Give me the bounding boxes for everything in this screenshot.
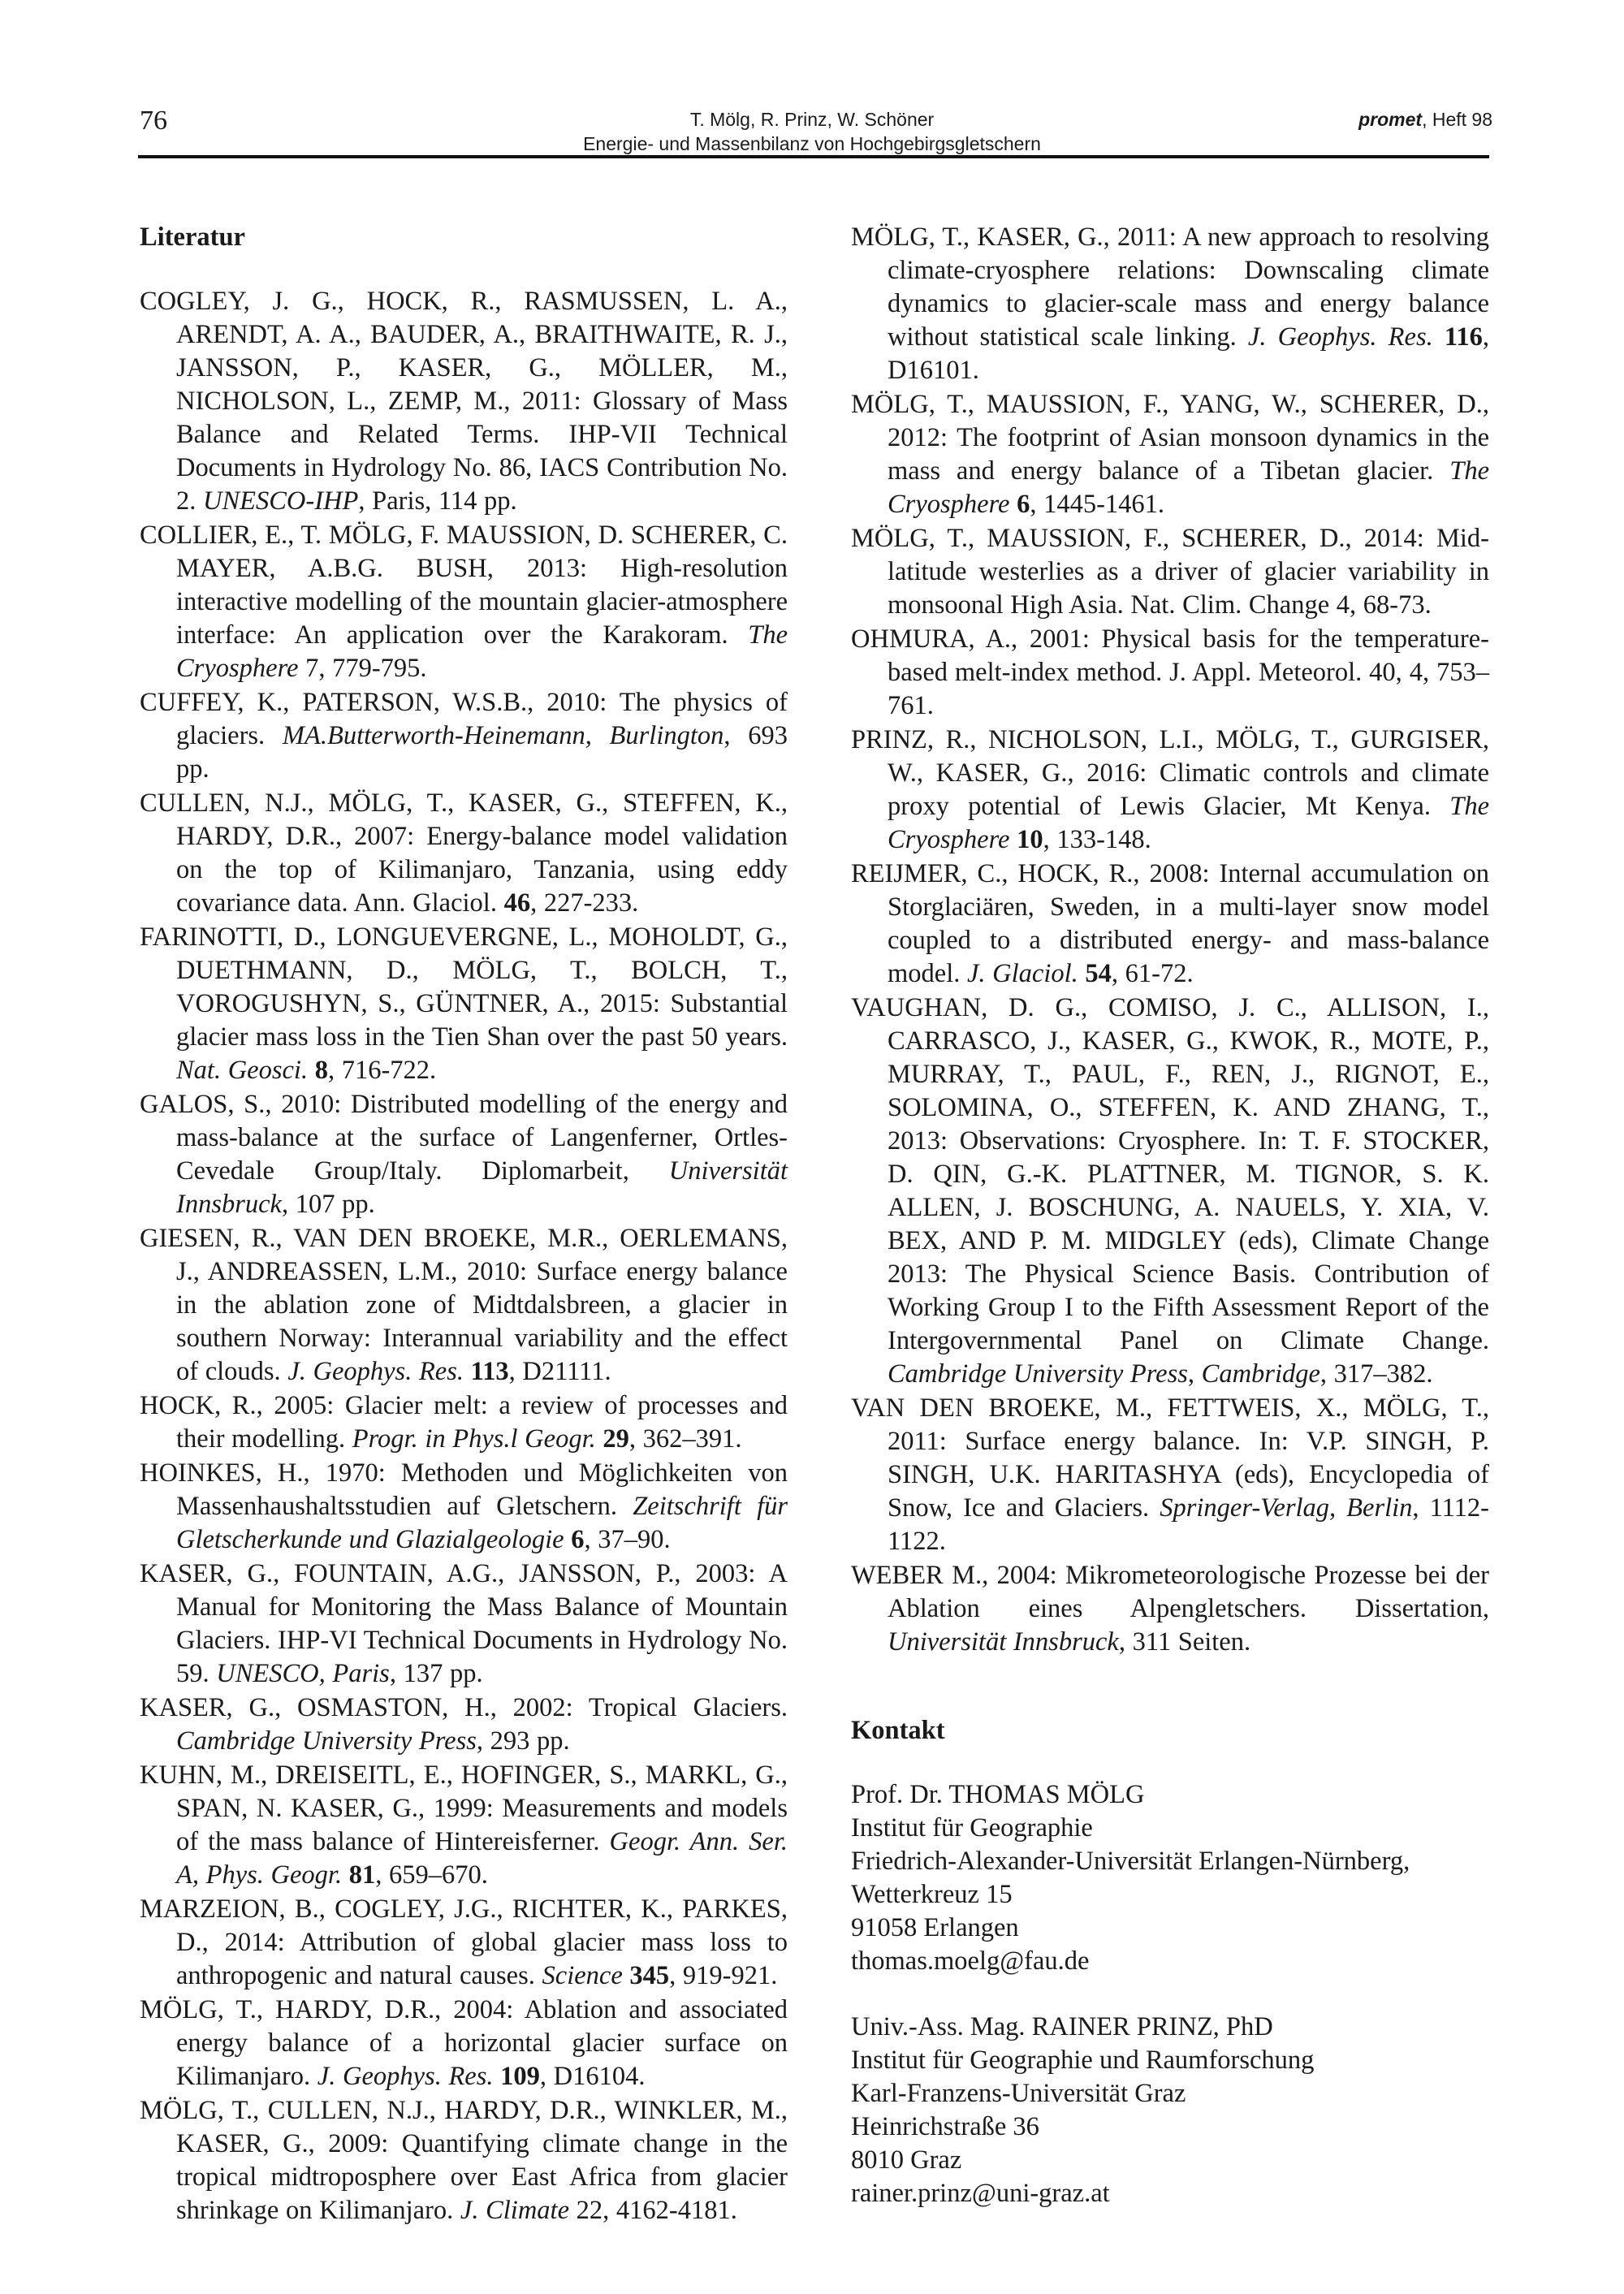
reference-text: OHMURA, A., 2001: Physical basis for the temperature-based melt-index method. J. Appl. Meteorol. 40, 4, 753–761. <box>851 624 1489 720</box>
reference-text: , D21111. <box>508 1357 611 1386</box>
reference-text: 46 <box>503 888 531 918</box>
reference-entry <box>851 991 1489 1391</box>
contact-email: rainer.prinz@uni-graz.at <box>851 2179 1110 2208</box>
reference-text: Progr. in Phys.l Geogr. <box>352 1424 596 1454</box>
reference-text: KASER, G., OSMASTON, H., 2002: Tropical Glaciers. <box>140 1693 788 1722</box>
reference-entry <box>140 519 788 685</box>
reference-entry <box>851 1559 1489 1659</box>
contact-line: Karl-Franzens-Universität Graz <box>851 2079 1186 2108</box>
reference-text <box>464 1357 471 1386</box>
reference-text: , 61-72. <box>1111 959 1194 988</box>
contact-list <box>851 1778 1489 2210</box>
reference-text <box>1009 825 1017 854</box>
literatur-heading: Literatur <box>140 222 245 252</box>
page-header <box>0 0 1624 162</box>
reference-text: 29 <box>603 1424 629 1454</box>
reference-text: J. Glaciol. <box>966 959 1078 988</box>
reference-text: , 659–670. <box>375 1860 488 1890</box>
reference-text: 7, 779-795. <box>298 654 427 683</box>
reference-text: WEBER M., 2004: Mikrometeorologische Prozesse bei der Ablation eines Alpengletschers. Dissertation, <box>851 1561 1489 1623</box>
reference-entry <box>140 1222 788 1389</box>
reference-text: CULLEN, N.J., MÖLG, T., KASER, G., STEFFEN, K., HARDY, D.R., 2007: Energy-balance model validation on the top of Kilimanjaro, Tanzania, using eddy covariance data. Ann. Glaciol. <box>140 788 788 918</box>
reference-entry <box>140 686 788 786</box>
contact-line: Heinrichstraße 36 <box>851 2112 1039 2141</box>
reference-text: GIESEN, R., VAN DEN BROEKE, M.R., OERLEMANS, J., ANDREASSEN, L.M., 2010: Surface energy balance in the ablation zone of Midtdalsbreen, a glacier in southern Norway: Interannual variability and the effect of clouds. <box>140 1224 788 1386</box>
reference-text: Cambridge <box>1201 1359 1320 1389</box>
reference-entry <box>140 921 788 1087</box>
reference-entry <box>140 1088 788 1221</box>
journal-issue: , Heft 98 <box>1422 109 1492 130</box>
reference-text: , 37–90. <box>584 1525 671 1554</box>
reference-text: GALOS, S., 2010: Distributed modelling of the energy and mass-balance at the surface of Langenferner, Ortles-Cevedale Group/Italy. Diplomarbeit, <box>140 1090 788 1186</box>
reference-entry <box>851 221 1489 387</box>
reference-text: , D16101. <box>888 322 1489 385</box>
journal-reference <box>1358 109 1492 131</box>
contact-line: 91058 Erlangen <box>851 1913 1019 1942</box>
reference-entry <box>851 522 1489 622</box>
reference-text <box>1433 322 1445 352</box>
reference-text: 22, 4162-4181. <box>569 2196 737 2225</box>
reference-text: VAUGHAN, D. G., COMISO, J. C., ALLISON, I., CARRASCO, J., KASER, G., KWOK, R., MOTE, P., MURRAY, T., PAUL, F., REN, J., RIGNOT, E., SOLOMINA, O., STEFFEN, K. AND ZHANG, T., 2013: Observations: Cryosphere. In: T. F. STOCKER, D. QIN, G.-K. PLATTNER, M. TIGNOR, S. K. ALLEN, J. BOSCHUNG, A. NAUELS, Y. XIA, V. BEX, AND P. M. MIDGLEY (eds), Climate Change 2013: The Physical Science Basis. Contribution of Working Group I to the Fifth Assessment Report of the Intergovernmental Panel on Climate Change. <box>851 993 1489 1355</box>
contact-line: Univ.-Ass. Mag. RAINER PRINZ, PhD <box>851 2012 1273 2041</box>
reference-text: , 227-233. <box>530 888 639 918</box>
reference-entry <box>140 2094 788 2227</box>
reference-text: Cambridge University Press <box>176 1726 477 1756</box>
reference-text: HOCK, R., 2005: Glacier melt: a review of processes and their modelling. <box>140 1391 788 1454</box>
reference-text <box>494 2062 501 2091</box>
reference-text: , 107 pp. <box>281 1190 375 1219</box>
reference-text: Cambridge University Press <box>888 1359 1188 1389</box>
reference-text: MÖLG, T., MAUSSION, F., YANG, W., SCHERER, D., 2012: The footprint of Asian monsoon dynamics in the mass and energy balance of a Tibetan glacier. <box>851 390 1489 486</box>
reference-text: Geogr. Ann. Ser. A, Phys. Geogr. <box>176 1827 788 1890</box>
reference-text <box>564 1525 572 1554</box>
reference-text: J. Geophys. Res. <box>317 2062 494 2091</box>
reference-text: HOINKES, H., 1970: Methoden und Möglichkeiten von Massenhaushaltsstudien auf Gletschern. <box>140 1458 788 1521</box>
reference-text: The Cryosphere <box>888 792 1489 854</box>
reference-text: J. Geophys. Res. <box>287 1357 464 1386</box>
reference-text: J. Geophys. Res. <box>1247 322 1433 352</box>
contact-line: Prof. Dr. THOMAS MÖLG <box>851 1780 1145 1809</box>
reference-text: MÖLG, T., HARDY, D.R., 2004: Ablation and associated energy balance of a horizontal glacier surface on Kilimanjaro. <box>140 1995 788 2091</box>
reference-text: , 293 pp. <box>476 1726 570 1756</box>
reference-text: MARZEION, B., COGLEY, J.G., RICHTER, K., PARKES, D., 2014: Attribution of global glacier mass loss to anthropogenic and natural causes. <box>140 1894 788 1990</box>
reference-text: , 716-722. <box>327 1056 437 1085</box>
reference-text: Science <box>542 1961 623 1990</box>
reference-text: 116 <box>1444 322 1483 352</box>
reference-entry <box>140 1557 788 1691</box>
reference-text: Zeitschrift für Gletscherkunde und Glazialgeologie <box>176 1492 788 1554</box>
left-column <box>140 221 788 2228</box>
reference-entry <box>140 285 788 518</box>
reference-text: 54 <box>1085 959 1112 988</box>
reference-text: , <box>1187 1359 1202 1389</box>
reference-entry <box>851 623 1489 723</box>
kontakt-heading: Kontakt <box>851 1716 945 1745</box>
reference-entry <box>140 1994 788 2093</box>
contact-line: Friedrich-Alexander-Universität Erlangen-Nürnberg, <box>851 1847 1410 1876</box>
reference-text: 113 <box>470 1357 509 1386</box>
reference-text: 109 <box>500 2062 540 2091</box>
reference-entry <box>140 1759 788 1892</box>
reference-text: , Paris, 114 pp. <box>358 486 517 516</box>
reference-text: 10 <box>1017 825 1043 854</box>
reference-text: REIJMER, C., HOCK, R., 2008: Internal accumulation on Storglaciären, Sweden, in a multi-layer snow model coupled to a distributed energy- and mass-balance model. <box>851 859 1489 988</box>
reference-text: Universität Innsbruck <box>888 1627 1119 1657</box>
reference-text: 8 <box>314 1056 328 1085</box>
header-rule <box>138 155 1489 158</box>
journal-brand: promet <box>1358 109 1423 130</box>
reference-text: CUFFEY, K., PATERSON, W.S.B., 2010: The physics of glaciers. <box>140 688 788 750</box>
header-subtitle: Energie- und Massenbilanz von Hochgebirgsgletschern <box>583 133 1041 154</box>
reference-entry <box>851 388 1489 521</box>
reference-text: , 311 Seiten. <box>1118 1627 1251 1657</box>
contact-line: Wetterkreuz 15 <box>851 1880 1013 1909</box>
reference-text: COGLEY, J. G., HOCK, R., RASMUSSEN, L. A., ARENDT, A. A., BAUDER, A., BRAITHWAITE, R. J., JANSSON, P., KASER, G., MÖLLER, M., NICHOLSON, L., ZEMP, M., 2011: Glossary of Mass Balance and Related Terms. IHP-VII Technical Documents in Hydrology No. 86, IACS Contribution No. 2. <box>140 287 788 516</box>
reference-text <box>342 1860 349 1890</box>
reference-text: 345 <box>629 1961 670 1990</box>
reference-text <box>1009 490 1017 519</box>
reference-list-right <box>851 221 1489 1659</box>
reference-text: 6 <box>1017 490 1030 519</box>
reference-text: , 133-148. <box>1043 825 1151 854</box>
reference-text: , 919-921. <box>669 1961 778 1990</box>
reference-text: , 317–382. <box>1320 1359 1433 1389</box>
reference-entry <box>851 858 1489 991</box>
reference-text: , 137 pp. <box>389 1659 483 1688</box>
reference-text: 81 <box>348 1860 376 1890</box>
reference-entry <box>851 724 1489 857</box>
reference-text: PRINZ, R., NICHOLSON, L.I., MÖLG, T., GURGISER, W., KASER, G., 2016: Climatic controls and climate proxy potential of Lewis Glacier, Mt Kenya. <box>851 725 1489 821</box>
reference-text: , 1445-1461. <box>1030 490 1165 519</box>
reference-text: , 693 pp. <box>176 721 788 784</box>
page-number: 76 <box>140 106 167 136</box>
reference-entry <box>140 1893 788 1993</box>
contact-line: Institut für Geographie <box>851 1813 1093 1843</box>
reference-text: Universität Innsbruck <box>176 1156 788 1219</box>
reference-text: J. Climate <box>460 2196 569 2225</box>
reference-text: , 362–391. <box>628 1424 742 1454</box>
right-column <box>851 221 1489 2243</box>
reference-text: The Cryosphere <box>888 456 1489 519</box>
reference-text: MÖLG, T., MAUSSION, F., SCHERER, D., 2014: Mid-latitude westerlies as a driver of glacier variability in monsoonal High Asia. Nat. Clim. Change 4, 68-73. <box>851 524 1489 620</box>
reference-text: VAN DEN BROEKE, M., FETTWEIS, X., MÖLG, T., 2011: Surface energy balance. In: V.P. SINGH, P. SINGH, U.K. HARITASHYA (eds), Encyclopedia of Snow, Ice and Glaciers. <box>851 1393 1489 1523</box>
reference-text: The Cryosphere <box>176 620 788 683</box>
reference-text: KASER, G., FOUNTAIN, A.G., JANSSON, P., 2003: A Manual for Monitoring the Mass Balance of Mountain Glaciers. IHP-VI Technical Documents in Hydrology No. 59. <box>140 1559 788 1688</box>
reference-text: Springer-Verlag, Berlin <box>1160 1493 1413 1523</box>
reference-text: COLLIER, E., T. MÖLG, F. MAUSSION, D. SCHERER, C. MAYER, A.B.G. BUSH, 2013: High-resolution interactive modelling of the mountain glacier-atmosphere interface: An application over the Karakoram. <box>140 521 788 650</box>
reference-entry <box>140 787 788 920</box>
contact-line: Institut für Geographie und Raumforschung <box>851 2046 1315 2075</box>
reference-list-left <box>140 285 788 2227</box>
reference-entry <box>140 1691 788 1758</box>
reference-text: MA.Butterworth-Heinemann, Burlington <box>282 721 724 750</box>
reference-text: 6 <box>571 1525 585 1554</box>
reference-text: , D16104. <box>539 2062 646 2091</box>
reference-text: , 1112-1122. <box>888 1493 1489 1556</box>
contact-address <box>851 1778 1489 1978</box>
contact-line: 8010 Graz <box>851 2145 962 2175</box>
reference-entry <box>851 1392 1489 1558</box>
reference-text: FARINOTTI, D., LONGUEVERGNE, L., MOHOLDT, G., DUETHMANN, D., MÖLG, T., BOLCH, T., VOROGUSHYN, S., GÜNTNER, A., 2015: Substantial glacier mass loss in the Tien Shan over the past 50 years. <box>140 922 788 1052</box>
reference-text <box>308 1056 315 1085</box>
reference-text: MÖLG, T., CULLEN, N.J., HARDY, D.R., WINKLER, M., KASER, G., 2009: Quantifying climate change in the tropical midtroposphere over East Africa from glacier shrinkage on Kilimanjaro. <box>140 2096 788 2225</box>
reference-text: UNESCO-IHP <box>203 486 359 516</box>
reference-text: MÖLG, T., KASER, G., 2011: A new approach to resolving climate-cryosphere relations: Downscaling climate dynamics to glacier-scale mass and energy balance without statistical scale linking. <box>851 222 1489 352</box>
reference-text: Nat. Geosci. <box>176 1056 309 1085</box>
reference-entry <box>140 1389 788 1456</box>
reference-entry <box>140 1457 788 1557</box>
reference-text: UNESCO, Paris <box>216 1659 390 1688</box>
header-authors: T. Mölg, R. Prinz, W. Schöner <box>689 109 935 130</box>
contact-address <box>851 2011 1489 2210</box>
reference-text: KUHN, M., DREISEITL, E., HOFINGER, S., MARKL, G., SPAN, N. KASER, G., 1999: Measurements and models of the mass balance of Hintereisferner. <box>140 1760 788 1856</box>
contact-email: thomas.moelg@fau.de <box>851 1946 1090 1976</box>
